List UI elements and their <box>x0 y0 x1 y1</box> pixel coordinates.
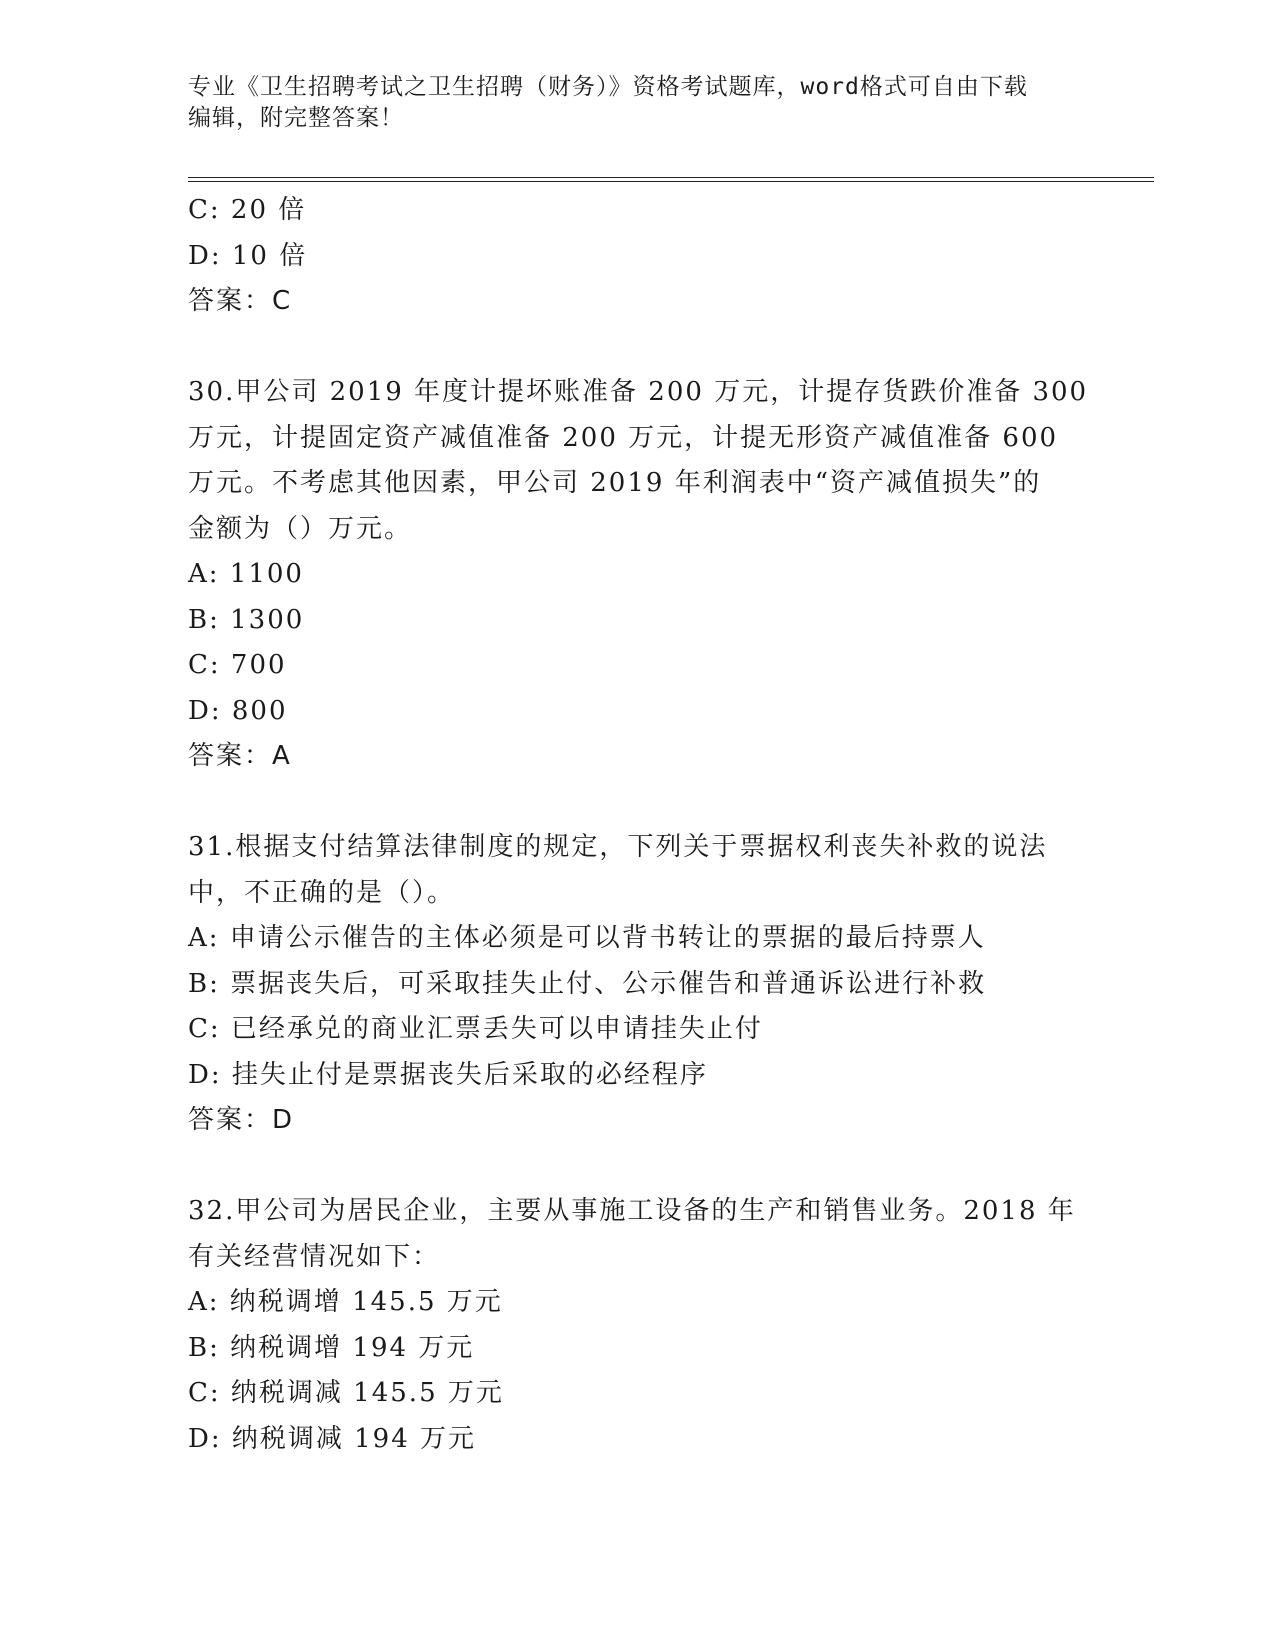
question-stem-line: 中，不正确的是（）。 <box>188 877 456 908</box>
option-a: A: 纳税调增 145.5 万元 <box>188 1287 503 1317</box>
option-b: B: 1300 <box>188 604 305 635</box>
option-b: B: 票据丧失后，可采取挂失止付、公示催告和普通诉讼进行补救 <box>188 968 987 999</box>
header-line-1: 专业《卫生招聘考试之卫生招聘（财务）》资格考试题库，word格式可自由下载 <box>188 74 1028 100</box>
question-30 <box>188 370 1088 780</box>
question-32 <box>188 1189 1088 1462</box>
question-stem-line: 30.甲公司 2019 年度计提坏账准备 200 万元，计提存货跌价准备 300 <box>188 377 1089 407</box>
option-c: C: 已经承兑的商业汇票丢失可以申请挂失止付 <box>188 1014 763 1044</box>
spacer <box>188 325 1088 371</box>
question-stem-line: 万元，计提固定资产减值准备 200 万元，计提无形资产减值准备 600 <box>188 422 1059 453</box>
option-a: A: 申请公示催告的主体必须是可以背书转让的票据的最后持票人 <box>188 923 986 953</box>
question-stem-line: 金额为（）万元。 <box>188 513 413 544</box>
option-c: C: 700 <box>188 650 287 680</box>
header-divider <box>188 177 1154 182</box>
option-b: B: 纳税调增 194 万元 <box>188 1332 475 1363</box>
question-31 <box>188 825 1088 1144</box>
document-body <box>188 188 1088 1462</box>
answer-line: 答案：D <box>188 1105 295 1135</box>
header-line-2: 编辑，附完整答案！ <box>188 105 404 131</box>
option-c: C: 纳税调减 145.5 万元 <box>188 1378 504 1408</box>
answer-line: 答案：A <box>188 741 292 771</box>
question-stem-line: 31.根据支付结算法律制度的规定，下列关于票据权利丧失补救的说法 <box>188 832 1048 862</box>
page-header <box>188 72 1088 134</box>
question-29-tail <box>188 188 1088 325</box>
question-stem-line: 万元。不考虑其他因素，甲公司 2019 年利润表中“资产减值损失”的 <box>188 468 1042 498</box>
spacer <box>188 1144 1088 1190</box>
question-stem-line: 有关经营情况如下： <box>188 1241 441 1272</box>
spacer <box>188 780 1088 826</box>
option-a: A: 1100 <box>188 559 304 589</box>
question-stem-line: 32.甲公司为居民企业，主要从事施工设备的生产和销售业务。2018 年 <box>188 1196 1076 1226</box>
option-d: D: 纳税调减 194 万元 <box>188 1423 477 1454</box>
option-d: D: 挂失止付是票据丧失后采取的必经程序 <box>188 1059 708 1090</box>
option-c: C: 20 倍 <box>188 195 307 225</box>
option-d: D: 800 <box>188 695 288 726</box>
answer-line: 答案：C <box>188 286 293 316</box>
option-d: D: 10 倍 <box>188 240 308 271</box>
